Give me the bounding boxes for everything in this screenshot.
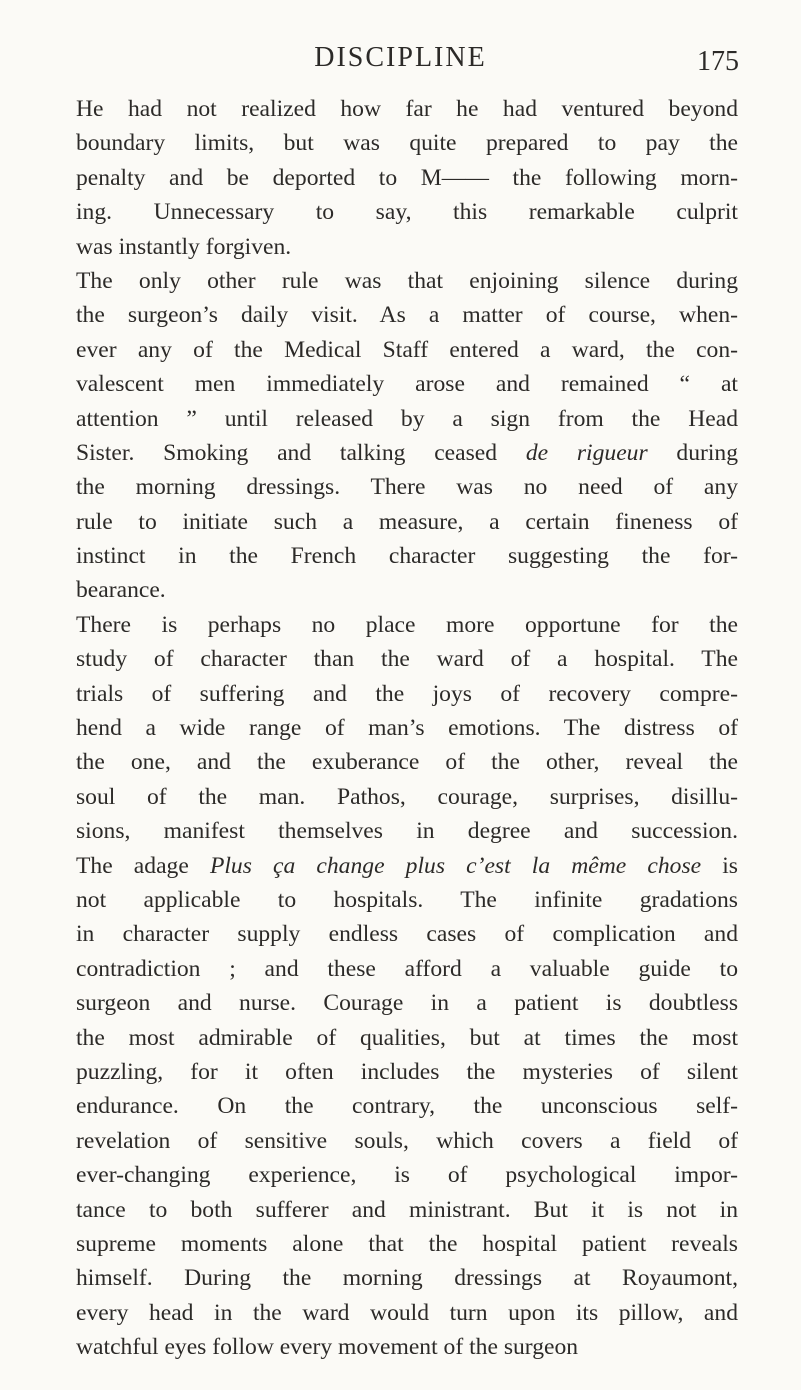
text-line: trials of suffering and the joys of recovery compre- [76,680,738,707]
text-line: ever any of the Medical Staff entered a ward, the con- [76,336,738,363]
running-head [0,38,801,78]
text-line: puzzling, for it often includes the mysteries of silent [76,1058,738,1085]
text-line: ever-changing experience, is of psychological impor- [76,1162,738,1189]
text-line: himself. During the morning dressings at Royaumont, [76,1265,738,1292]
text-line: contradiction ; and these afford a valuable guide to [76,955,738,982]
text-line: The adage Plus ça change plus c’est la même chose is [76,852,738,879]
paragraph [76,92,738,264]
text-line: study of character than the ward of a hospital. The [76,646,738,673]
text-line: sions, manifest themselves in degree and succession. [76,818,738,845]
text-line: the most admirable of qualities, but at times the most [76,1024,738,1051]
text-line: revelation of sensitive souls, which covers a field of [76,1127,738,1154]
text-line: penalty and be deported to M—— the following morn- [76,164,738,191]
text-line: rule to initiate such a measure, a certain fineness of [76,508,738,535]
running-title: DISCIPLINE [314,42,487,73]
text-line: ing. Unnecessary to say, this remarkable culprit [76,199,738,226]
text-line: The only other rule was that enjoining silence during [76,267,738,294]
text-line: instinct in the French character suggesting the for- [76,543,738,570]
text-line: tance to both sufferer and ministrant. But it is not in [76,1196,738,1223]
page-number: 175 [697,46,739,77]
text-line: soul of the man. Pathos, courage, surprises, disillu- [76,783,738,810]
text-line: the surgeon’s daily visit. As a matter of course, when- [76,302,738,329]
text-line: surgeon and nurse. Courage in a patient is doubtless [76,990,738,1017]
text-line: the one, and the exuberance of the other, reveal the [76,749,738,776]
text-line: valescent men immediately arose and remained “ at [76,371,738,398]
text-line: was instantly forgiven. [76,233,292,260]
text-line: boundary limits, but was quite prepared to pay the [76,130,738,157]
text-line: watchful eyes follow every movement of the surgeon [76,1334,579,1361]
text-line: attention ” until released by a sign from the Head [76,405,738,432]
text-line: endurance. On the contrary, the unconscious self- [76,1093,738,1120]
text-line: in character supply endless cases of complication and [76,921,738,948]
body-text [76,92,738,1364]
text-line: hend a wide range of man’s emotions. The distress of [76,715,738,742]
text-line: There is perhaps no place more opportune for the [76,611,738,638]
text-line: He had not realized how far he had ventured beyond [76,96,738,122]
text-line: not applicable to hospitals. The infinite gradations [76,886,738,913]
italic-phrase: de rigueur [525,439,648,466]
text-line: bearance. [76,577,166,604]
italic-phrase: Plus ça change plus c’est la même chose [209,852,702,879]
text-line: supreme moments alone that the hospital patient reveals [76,1230,738,1257]
text-line: Sister. Smoking and talking ceased de rigueur during [76,439,739,466]
text-line: the morning dressings. There was no need of any [76,474,738,501]
paragraph [76,608,738,1365]
text-line: every head in the ward would turn upon its pillow, and [76,1299,738,1326]
paragraph [76,264,738,608]
